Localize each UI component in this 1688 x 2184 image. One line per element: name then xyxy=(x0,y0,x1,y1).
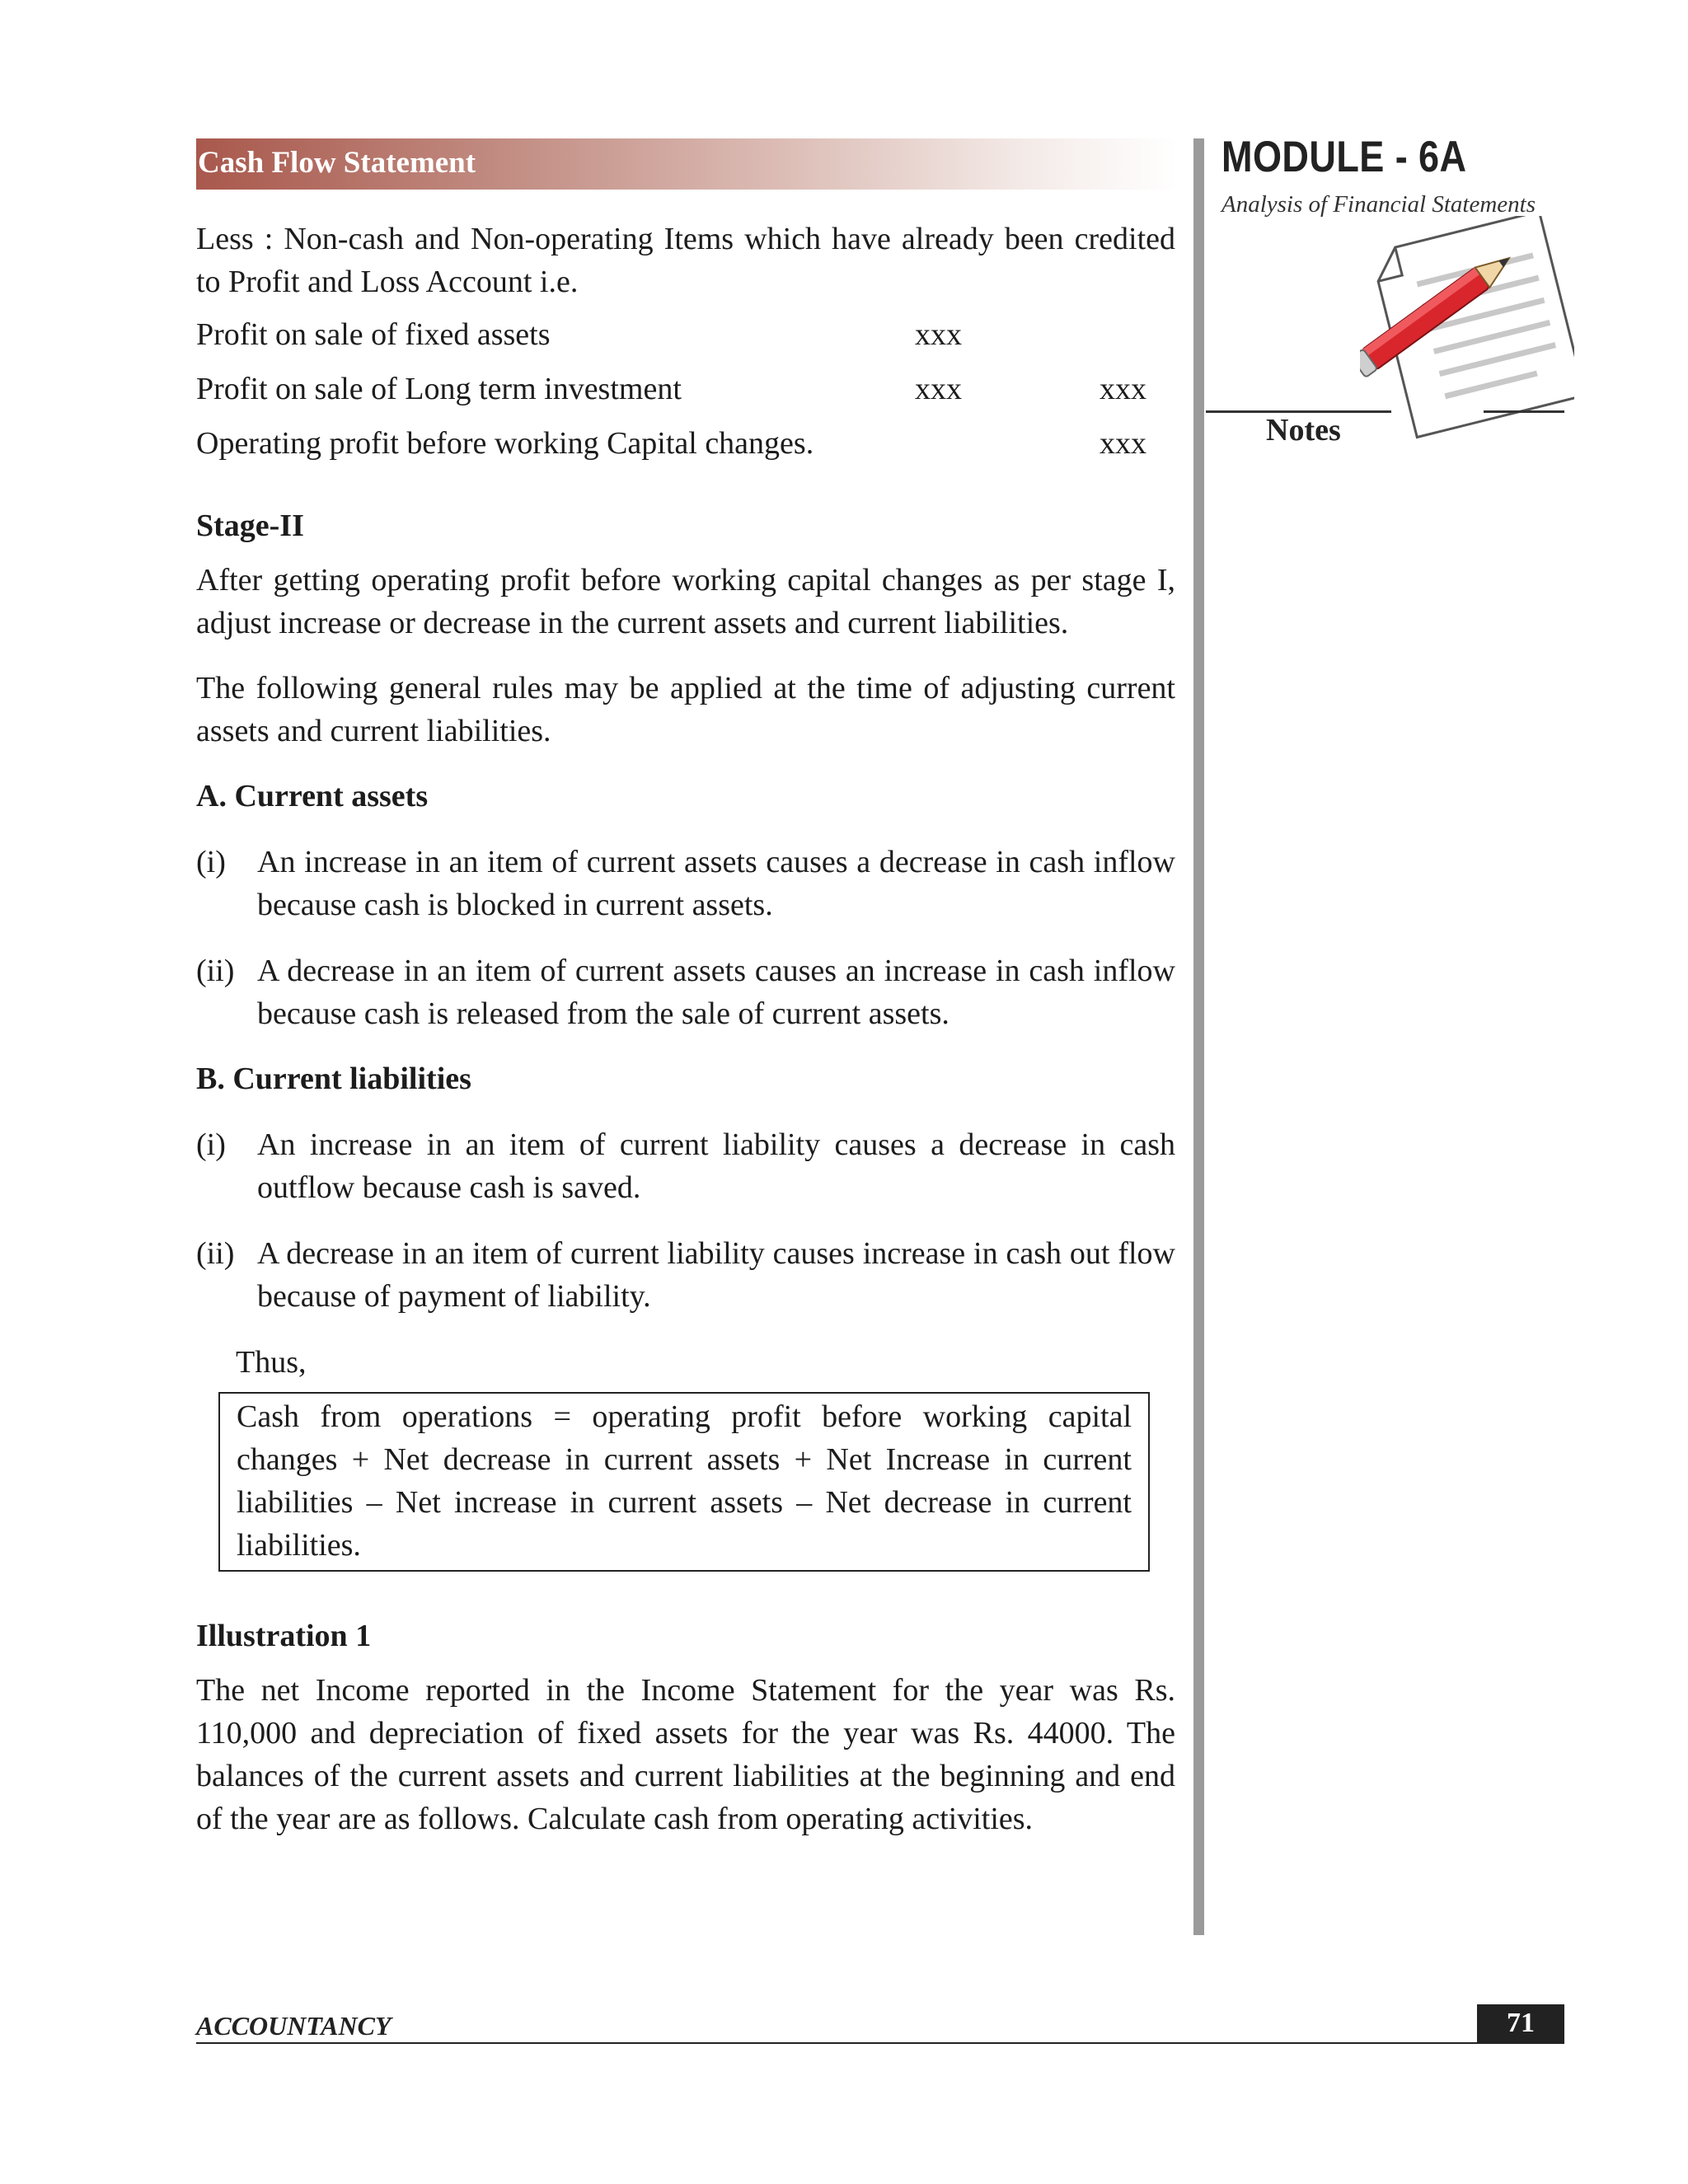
notes-label: Notes xyxy=(1266,413,1341,448)
stage1-row xyxy=(196,313,1175,368)
list-number: (i) xyxy=(196,845,226,879)
row-label: Profit on sale of Long term investment xyxy=(196,372,682,406)
current-assets-heading: A. Current assets xyxy=(196,779,429,813)
row-label: Profit on sale of fixed assets xyxy=(196,317,551,352)
stage2-heading: Stage-II xyxy=(196,509,304,543)
list-item xyxy=(196,949,1175,1035)
stage2-paragraph: The following general rules may be applied at the time of adjusting current assets and current liabilities. xyxy=(196,671,1175,748)
current-liabilities-heading: B. Current liabilities xyxy=(196,1062,471,1096)
illustration-heading: Illustration 1 xyxy=(196,1619,372,1653)
formula-lead: Thus, xyxy=(236,1345,307,1380)
row-amount-1: xxx xyxy=(915,372,962,406)
list-text: An increase in an item of current liability causes a decrease in cash outflow because cash is saved. xyxy=(257,1127,1175,1205)
main-content xyxy=(196,218,1175,1840)
page-number: 71 xyxy=(1477,2004,1564,2042)
pencil-notepad-icon xyxy=(1360,216,1574,451)
row-amount-1: xxx xyxy=(915,317,962,352)
list-item xyxy=(196,1123,1175,1209)
module-subtitle: Analysis of Financial Statements xyxy=(1221,191,1536,218)
formula-box xyxy=(218,1392,1150,1572)
stage1-intro: Less : Non-cash and Non-operating Items which have already been credited to Profit and Loss Account i.e. xyxy=(196,222,1175,299)
stage1-row xyxy=(196,422,1175,465)
notes-rule-right xyxy=(1484,410,1564,413)
list-number: (i) xyxy=(196,1127,226,1162)
list-number: (ii) xyxy=(196,1236,235,1271)
stage1-row xyxy=(196,368,1175,422)
footer-rule xyxy=(196,2042,1564,2044)
list-text: A decrease in an item of current liability causes increase in cash out flow because of payment of liability. xyxy=(257,1236,1175,1314)
list-item xyxy=(196,841,1175,926)
row-amount-2: xxx xyxy=(1100,372,1146,406)
row-label: Operating profit before working Capital changes. xyxy=(196,426,814,461)
footer-subject: ACCOUNTANCY xyxy=(196,2011,392,2041)
list-text: A decrease in an item of current assets causes an increase in cash inflow because cash is released from the sale of current assets. xyxy=(257,954,1175,1031)
formula-text: Cash from operations = operating profit before working capital changes + Net decrease in current assets + Net Increase in current liabilities – Net increase in current assets – Net decrease in current liabilities. xyxy=(237,1399,1132,1563)
list-number: (ii) xyxy=(196,954,235,988)
list-text: An increase in an item of current assets causes a decrease in cash inflow because cash is blocked in current assets. xyxy=(257,845,1175,922)
row-amount-2: xxx xyxy=(1100,426,1146,461)
sidebar-divider xyxy=(1193,138,1204,1935)
section-title: Cash Flow Statement xyxy=(198,146,476,180)
list-item xyxy=(196,1232,1175,1318)
stage2-paragraph: After getting operating profit before working capital changes as per stage I, adjust increase or decrease in the current assets and current liabilities. xyxy=(196,563,1175,640)
illustration-text: The net Income reported in the Income Statement for the year was Rs. 110,000 and depreciation of fixed assets for the year was Rs. 44000. The balances of the current assets and current liabilities at the beginning and end of the year are as follows. Calculate cash from operating activities. xyxy=(196,1673,1175,1836)
module-title: MODULE - 6A xyxy=(1221,133,1467,181)
section-header-band xyxy=(196,138,1177,190)
